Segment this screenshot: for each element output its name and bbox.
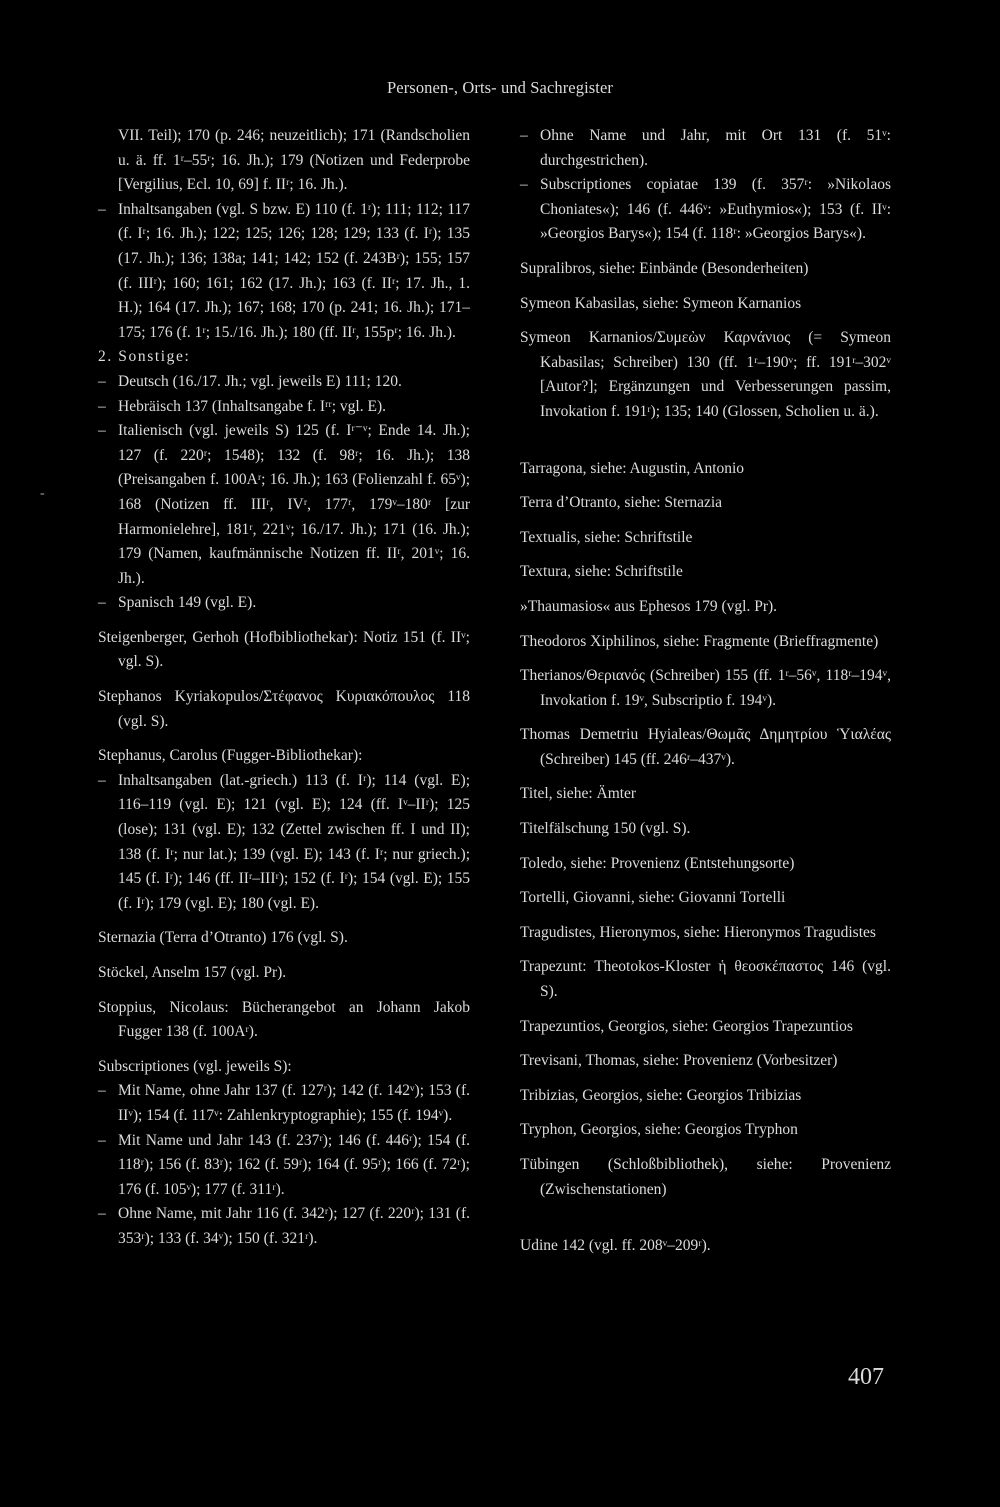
index-entry: Textualis, siehe: Schriftstile <box>520 528 693 546</box>
left-column <box>98 124 470 1262</box>
page-number: 407 <box>848 1364 884 1390</box>
index-subentry: – Inhaltsangaben (lat.-griech.) 113 (f. Iʳ); 114 (vgl. E); 116–119 (vgl. E); 121 (vgl. E); 124 (ff. Iᵛ–IIʳ); 125 (lose); 131 (vgl. E); 132 (Zettel zwischen ff. I und II); 138 (f. Iʳ; nur lat.); 139 (vgl. E); 143 (f. Iʳ; nur griech.); 145 (f. Iʳ); 146 (ff. IIʳ–IIIʳ); 152 (f. Iʳ); 154 (vgl. E); 155 (f. Iʳ); 179 (vgl. E); 180 (vgl. E). <box>98 769 470 917</box>
index-entry: Sternazia (Terra d’Otranto) 176 (vgl. S). <box>98 929 348 947</box>
index-entry: Therianos/Θεριανός (Schreiber) 155 (ff. 1ʳ–56ᵛ, 118ʳ–194ᵛ, Invokation f. 19ᵛ, Subscriptio f. 194ᵛ). <box>520 667 891 709</box>
margin-mark: - <box>40 486 45 501</box>
index-entry: Subscriptiones (vgl. jeweils S): <box>98 1057 292 1075</box>
index-entry: Symeon Karnanios/Συμεὼν Καρνάνιος (= Symeon Kabasilas; Schreiber) 130 (ff. 1ʳ–190ᵛ; ff. 191ʳ–302ᵛ [Autor?]; Ergänzungen und Verbesserungen passim, Invokation f. 191ʳ); 135; 140 (Glossen, Scholien u. ä.). <box>520 329 891 420</box>
index-entry: Titel, siehe: Ämter <box>520 785 637 803</box>
index-entry: Theodoros Xiphilinos, siehe: Fragmente (Brieffragmente) <box>520 632 879 650</box>
section-gap <box>520 435 891 457</box>
section-gap <box>520 1212 891 1234</box>
index-entry: Trapezuntios, Georgios, siehe: Georgios Trapezuntios <box>520 1017 853 1035</box>
index-entry: Udine 142 (vgl. ff. 208ᵛ–209ʳ). <box>520 1237 711 1255</box>
index-entry: »Thaumasios« aus Ephesos 179 (vgl. Pr). <box>520 597 778 615</box>
index-entry: Tryphon, Georgios, siehe: Georgios Tryphon <box>520 1121 798 1139</box>
index-entry: Textura, siehe: Schriftstile <box>520 563 683 581</box>
index-entry: Tortelli, Giovanni, siehe: Giovanni Tortelli <box>520 889 786 907</box>
index-entry: Trapezunt: Theotokos-Kloster ἡ θεοσκέπαστος 146 (vgl. S). <box>520 958 891 1001</box>
index-subentry: – Hebräisch 137 (Inhaltsangabe f. Iʳʳ; vgl. E). <box>98 395 470 420</box>
index-section-heading: 2. Sonstige: <box>98 348 191 366</box>
index-entry: Trevisani, Thomas, siehe: Provenienz (Vorbesitzer) <box>520 1052 838 1070</box>
index-entry: Tragudistes, Hieronymos, siehe: Hieronymos Tragudistes <box>520 923 876 941</box>
index-entry: Stephanus, Carolus (Fugger-Bibliothekar): <box>98 747 363 765</box>
index-entry: Tribizias, Georgios, siehe: Georgios Tribizias <box>520 1086 802 1104</box>
index-entry-continuation: VII. Teil); 170 (p. 246; neuzeitlich); 171 (Randscholien u. ä. ff. 1ʳ–55ʳ; 16. Jh.); 179 (Notizen und Federprobe [Vergilius, Ecl. 10, 69] f. IIʳ; 16. Jh.). <box>118 127 470 194</box>
index-entry: Symeon Kabasilas, siehe: Symeon Karnanios <box>520 294 802 312</box>
index-subentry: – Deutsch (16./17. Jh.; vgl. jeweils E) 111; 120. <box>98 370 470 395</box>
index-subentry: – Subscriptiones copiatae 139 (f. 357ʳ: »Nikolaos Choniates«); 146 (f. 446ᵛ: »Euthymios«); 153 (f. IIᵛ: »Georgios Barys«); 154 (f. 118ʳ: »Georgios Barys«). <box>520 173 891 247</box>
index-entry: Tarragona, siehe: Augustin, Antonio <box>520 459 745 477</box>
index-entry: Terra d’Otranto, siehe: Sternazia <box>520 494 723 512</box>
index-entry: Titelfälschung 150 (vgl. S). <box>520 820 691 838</box>
index-subentry: – Spanisch 149 (vgl. E). <box>98 591 470 616</box>
right-column <box>520 124 891 1269</box>
index-subentry: – Italienisch (vgl. jeweils S) 125 (f. Iʳ⁻ᵛ; Ende 14. Jh.); 127 (f. 220ʳ; 1548); 132 (f. 98ʳ; 16. Jh.); 138 (Preisangaben f. 100Aʳ; 16. Jh.); 163 (Folienzahl f. 65ᵛ); 168 (Notizen ff. IIIʳ, IVʳ, 177ʳ, 179ᵛ–180ʳ [zur Harmonielehre], 181ʳ, 221ᵛ; 16./17. Jh.); 171 (16. Jh.); 179 (Namen, kaufmännische Notizen ff. IIʳ, 201ᵛ; 16. Jh.). <box>98 419 470 591</box>
index-entry: Stöckel, Anselm 157 (vgl. Pr). <box>98 964 287 981</box>
index-entry: Steigenberger, Gerhoh (Hofbibliothekar): Notiz 151 (f. IIᵛ; vgl. S). <box>98 628 470 671</box>
index-entry: Supralibros, siehe: Einbände (Besonderheiten) <box>520 259 809 277</box>
index-subentry: – Mit Name, ohne Jahr 137 (f. 127ʳ); 142 (f. 142ᵛ); 153 (f. IIᵛ); 154 (f. 117ᵛ: Zahlenkryptographie); 155 (f. 194ᵛ). <box>98 1079 470 1128</box>
running-header: Personen-, Orts- und Sachregister <box>387 78 613 97</box>
index-subentry: – Inhaltsangaben (vgl. S bzw. E) 110 (f. 1ʳ); 111; 112; 117 (f. Iʳ; 16. Jh.); 122; 125; 126; 128; 129; 133 (f. Iʳ); 135 (17. Jh.); 136; 138a; 141; 142; 152 (f. 243Bʳ); 155; 157 (f. IIIʳ); 160; 161; 162 (17. Jh.); 163 (f. IIʳ; 17. Jh., 1. H.); 164 (17. Jh.); 167; 168; 170 (p. 241; 16. Jh.); 171–175; 176 (f. 1ʳ; 15./16. Jh.); 180 (ff. IIʳ, 155pʳ; 16. Jh.). <box>98 198 470 346</box>
index-subentry: – Mit Name und Jahr 143 (f. 237ʳ); 146 (f. 446ʳ); 154 (f. 118ʳ); 156 (f. 83ʳ); 162 (f. 59ʳ); 164 (f. 95ʳ); 166 (f. 72ʳ); 176 (f. 105ᵛ); 177 (f. 311ʳ). <box>98 1129 470 1203</box>
index-subentry: – Ohne Name, mit Jahr 116 (f. 342ʳ); 127 (f. 220ʳ); 131 (f. 353ʳ); 133 (f. 34ᵛ); 150 (f. 321ʳ). <box>98 1202 470 1251</box>
index-entry: Thomas Demetriu Hyialeas/Θωμᾶς Δημητρίου Ὑιαλέας (Schreiber) 145 (ff. 246ʳ–437ᵛ). <box>520 726 891 768</box>
index-entry: Stoppius, Nicolaus: Bücherangebot an Johann Jakob Fugger 138 (f. 100Aʳ). <box>98 998 470 1041</box>
index-entry: Stephanos Kyriakopulos/Στέφανος Κυριακόπουλος 118 (vgl. S). <box>98 688 470 730</box>
index-subentry: – Ohne Name und Jahr, mit Ort 131 (f. 51ᵛ: durchgestrichen). <box>520 124 891 173</box>
index-entry: Tübingen (Schloßbibliothek), siehe: Provenienz (Zwischenstationen) <box>520 1156 891 1198</box>
index-entry: Toledo, siehe: Provenienz (Entstehungsorte) <box>520 854 795 872</box>
